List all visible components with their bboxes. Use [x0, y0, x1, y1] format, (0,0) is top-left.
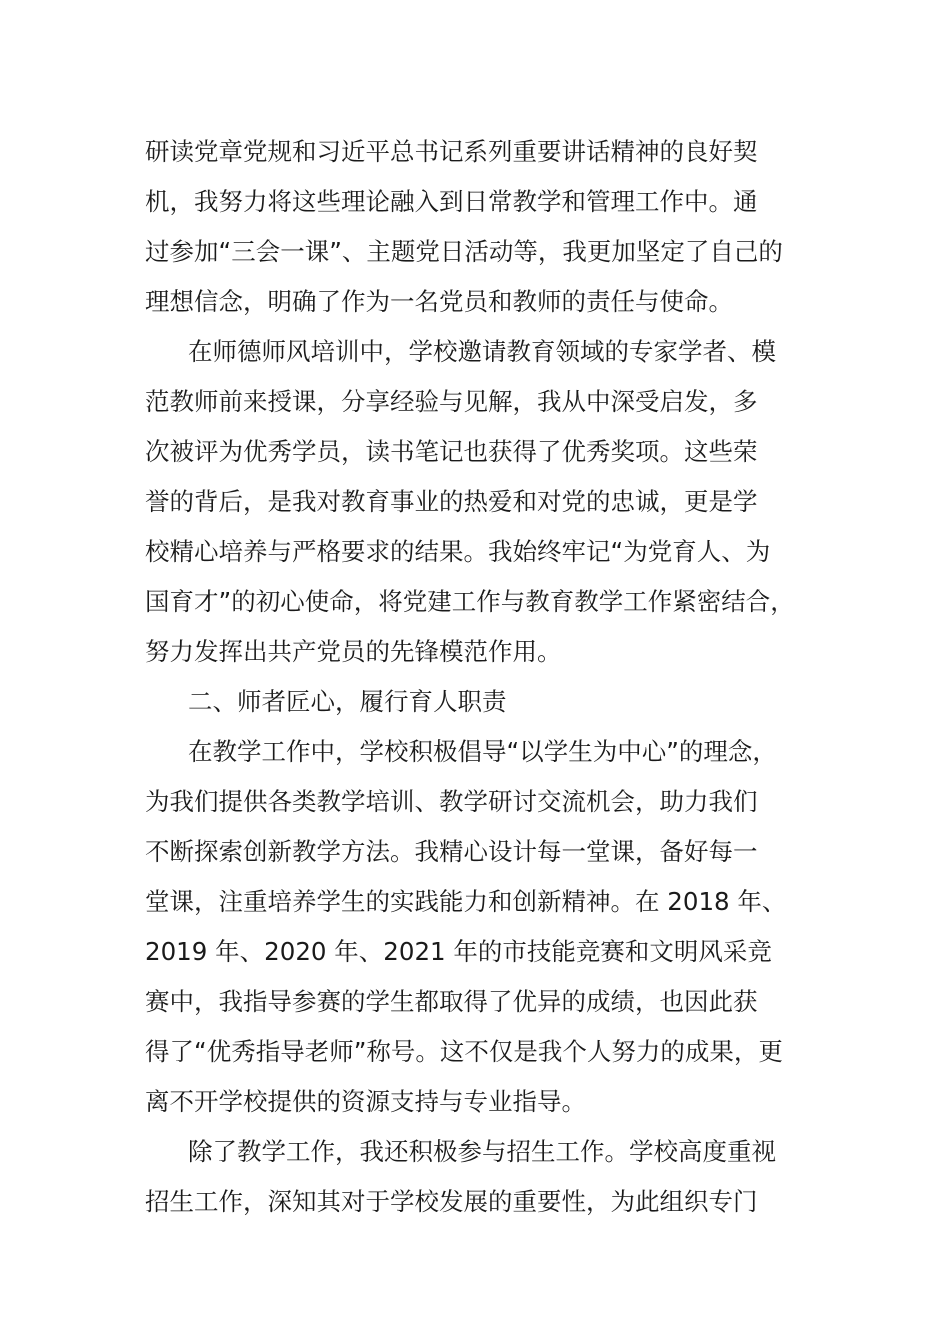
text-line: 赛中，我指导参赛的学生都取得了优异的成绩，也因此获	[145, 987, 758, 1016]
text-line: 范教师前来授课，分享经验与见解，我从中深受启发，多	[145, 387, 758, 416]
text-line: 过参加“三会一课”、主题党日活动等，我更加坚定了自己的	[145, 237, 783, 266]
document-body	[145, 127, 825, 1227]
text-line: 机，我努力将这些理论融入到日常教学和管理工作中。通	[145, 187, 758, 216]
text-line: 努力发挥出共产党员的先锋模范作用。	[145, 637, 562, 666]
paragraph-start-line: 在师德师风培训中，学校邀请教育领域的专家学者、模	[188, 337, 776, 366]
text-line: 次被评为优秀学员，读书笔记也获得了优秀奖项。这些荣	[145, 437, 758, 466]
text-line: 理想信念，明确了作为一名党员和教师的责任与使命。	[145, 287, 733, 316]
text-line: 离不开学校提供的资源支持与专业指导。	[145, 1087, 586, 1116]
text-line: 得了“优秀指导老师”称号。这不仅是我个人努力的成果，更	[145, 1037, 783, 1066]
text-line: 不断探索创新教学方法。我精心设计每一堂课，备好每一	[145, 837, 758, 866]
paragraph-start-line: 除了教学工作，我还积极参与招生工作。学校高度重视	[188, 1137, 776, 1166]
text-line: 堂课，注重培养学生的实践能力和创新精神。在 2018 年、	[145, 887, 787, 916]
text-line: 2019 年、2020 年、2021 年的市技能竞赛和文明风采竞	[145, 937, 772, 966]
text-line: 校精心培养与严格要求的结果。我始终牢记“为党育人、为	[145, 537, 771, 566]
section-heading: 二、师者匠心，履行育人职责	[188, 687, 507, 716]
text-line: 国育才”的初心使命，将党建工作与教育教学工作紧密结合，	[145, 587, 795, 616]
text-line: 研读党章党规和习近平总书记系列重要讲话精神的良好契	[145, 137, 758, 166]
text-line: 誉的背后，是我对教育事业的热爱和对党的忠诚，更是学	[145, 487, 758, 516]
text-line: 为我们提供各类教学培训、教学研讨交流机会，助力我们	[145, 787, 758, 816]
paragraph-start-line: 在教学工作中，学校积极倡导“以学生为中心”的理念，	[188, 737, 777, 766]
text-line: 招生工作，深知其对于学校发展的重要性，为此组织专门	[145, 1187, 758, 1216]
